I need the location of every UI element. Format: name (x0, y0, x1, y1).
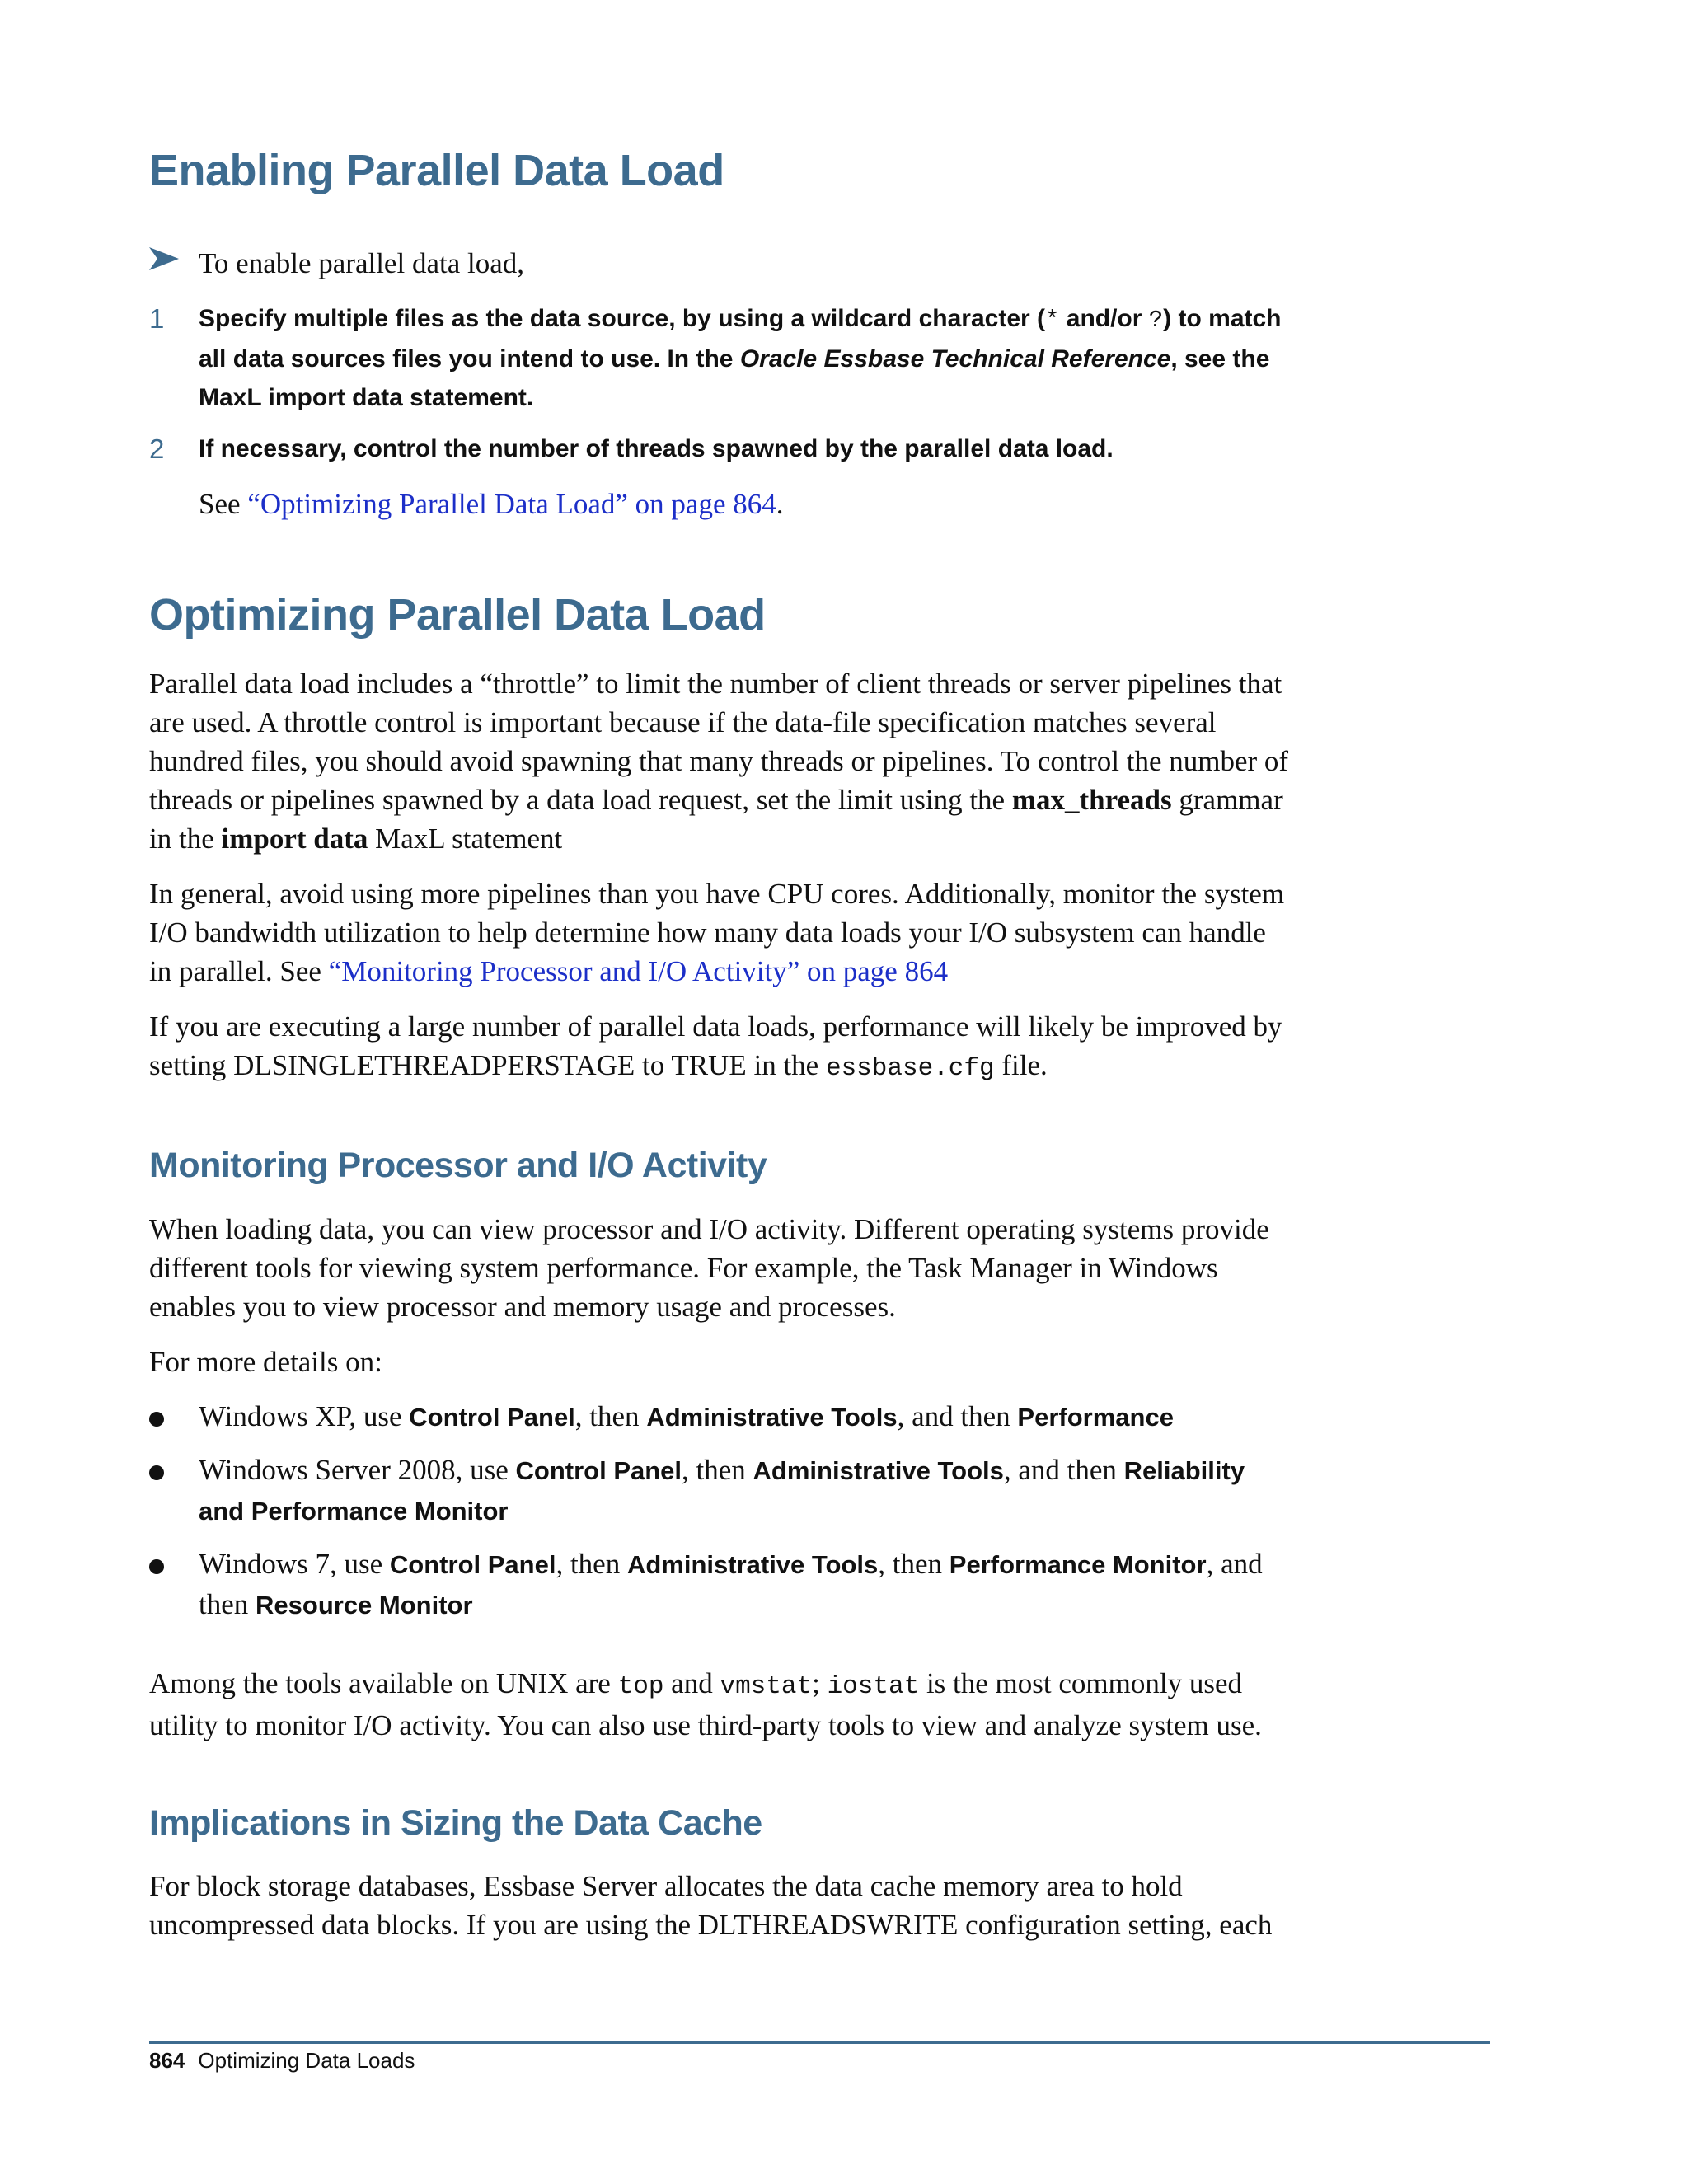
bullet-icon (149, 1559, 164, 1574)
paragraph-more-details: For more details on: (149, 1346, 382, 1378)
paragraph-pipelines: In general, avoid using more pipelines than you have CPU cores. Additionally, monitor the system I/O bandwidth utilization to help determine how many data loads your I/O subsystem can handle in parallel. See “Monitoring Processor and I/O Activity” on page 864 (149, 878, 1285, 987)
link-monitoring-processor[interactable]: “Monitoring Processor and I/O Activity” on page 864 (328, 955, 949, 987)
config-file-code: essbase.cfg (825, 1054, 995, 1083)
import-data-term: import data (221, 823, 368, 855)
chapter-title: Optimizing Data Loads (198, 2048, 415, 2073)
step-2-text: If necessary, control the number of threads spawned by the parallel data load. (199, 435, 1114, 462)
command-code: top (617, 1672, 664, 1701)
heading-implications-data-cache: Implications in Sizing the Data Cache (149, 1803, 762, 1843)
command-code: vmstat (720, 1672, 813, 1701)
paragraph-monitoring-intro: When loading data, you can view processor and I/O activity. Different operating systems provide different tools for viewing system performance. For example, the Task Manager in Windows enables you to view processor and memory usage and processes. (149, 1213, 1269, 1323)
max-threads-term: max_threads (1011, 784, 1172, 816)
bullet-icon (149, 1412, 164, 1427)
paragraph-throttle: Parallel data load includes a “throttle” to limit the number of client threads or server pipelines that are used. A throttle control is important because if the data-file specification matches several hundred files, you should avoid spawning that many threads or pipelines. To control the number of threads or pipelines spawned by a data load request, set the limit using the max_threads grammar in the import data MaxL statement (149, 668, 1289, 855)
step-number: 1 (149, 303, 165, 334)
bullet-windows-7: Windows 7, use Control Panel, then Administrative Tools, then Performance Monitor, and then Resource Monitor (199, 1548, 1263, 1620)
heading-optimizing-parallel-data-load: Optimizing Parallel Data Load (149, 590, 766, 640)
paragraph-data-cache: For block storage databases, Essbase Server allocates the data cache memory area to hold uncompressed data blocks. If you are using the DLTHREADSWRITE configuration setting, each (149, 1870, 1273, 1941)
bullet-windows-xp: Windows XP, use Control Panel, then Administrative Tools, and then Performance (199, 1400, 1174, 1432)
see-reference: See “Optimizing Parallel Data Load” on page 864. (199, 488, 784, 520)
step-number: 2 (149, 434, 165, 464)
heading-enabling-parallel-data-load: Enabling Parallel Data Load (149, 146, 724, 195)
wildcard-code: * (1045, 307, 1060, 334)
link-optimizing-parallel-data-load[interactable]: “Optimizing Parallel Data Load” on page 864 (247, 488, 776, 520)
paragraph-dlsinglethread: If you are executing a large number of parallel data loads, performance will likely be improved by setting DLSINGLETHREADPERSTAGE to TRUE in the essbase.cfg file. (149, 1010, 1282, 1083)
page-number: 864 (149, 2048, 185, 2073)
task-intro: To enable parallel data load, (199, 247, 524, 279)
paragraph-unix-tools: Among the tools available on UNIX are top and vmstat; iostat is the most commonly used utility to monitor I/O activity. You can also use third-party tools to view and analyze system use. (149, 1667, 1262, 1741)
wildcard-code: ? (1148, 307, 1164, 334)
step-1-text: Specify multiple files as the data source, by using a wildcard character (* and/or ?) to match all data sources files you intend to use. In the Oracle Essbase Technical Reference, see the MaxL import data statement. (199, 305, 1282, 411)
command-code: iostat (827, 1672, 920, 1701)
page-footer (149, 2048, 415, 2074)
footer-rule (149, 2041, 1490, 2044)
task-arrow-icon (148, 246, 181, 272)
heading-monitoring-processor: Monitoring Processor and I/O Activity (149, 1146, 767, 1185)
maxl-command: import data (268, 384, 403, 411)
bullet-windows-server-2008: Windows Server 2008, use Control Panel, then Administrative Tools, and then Reliability and Performance Monitor (199, 1454, 1245, 1526)
reference-title: Oracle Essbase Technical Reference (739, 345, 1171, 373)
bullet-icon (149, 1465, 164, 1480)
